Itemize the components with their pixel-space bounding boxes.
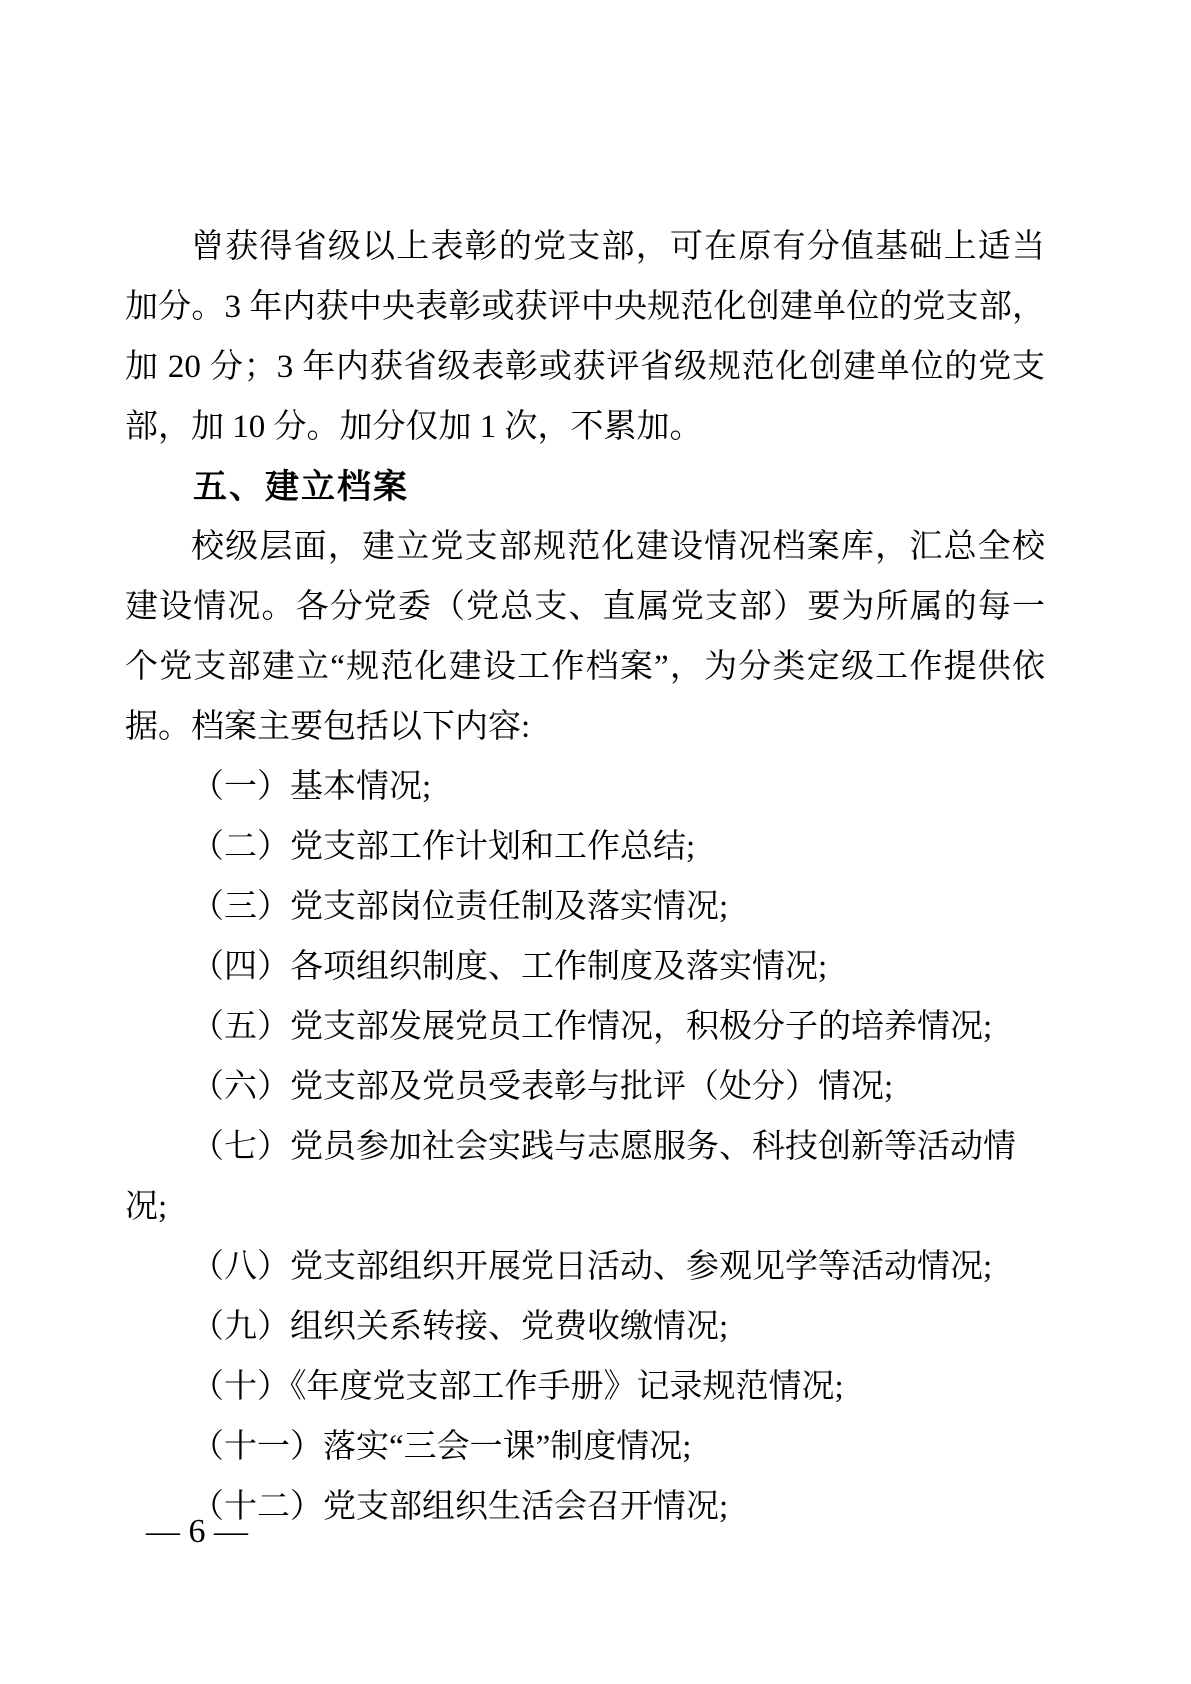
- archive-item-1: （一）基本情况;: [191, 769, 432, 805]
- archive-item-10: （十）《年度党支部工作手册》记录规范情况;: [191, 1369, 844, 1405]
- paragraph-bonus-points: 曾获得省级以上表彰的党支部，可在原有分值基础上适当加分。3 年内获中央表彰或获评中央规范化创建单位的党支部，加 20 分；3 年内获省级表彰或获评省级规范化创建单位的党支部，加 10 分。加分仅加 1 次，不累加。: [125, 229, 1045, 445]
- archive-item-6: （六）党支部及党员受表彰与批评（处分）情况;: [191, 1069, 894, 1105]
- document-body: [125, 217, 1045, 1537]
- page-number: — 6 —: [146, 1513, 248, 1550]
- archive-item-12: （十二）党支部组织生活会召开情况;: [191, 1489, 729, 1525]
- archive-item-3: （三）党支部岗位责任制及落实情况;: [191, 889, 729, 925]
- archive-item-11: （十一）落实“三会一课”制度情况;: [191, 1429, 692, 1465]
- archive-item-7: （七）党员参加社会实践与志愿服务、科技创新等活动情况;: [125, 1129, 1016, 1225]
- archive-item-9: （九）组织关系转接、党费收缴情况;: [191, 1309, 729, 1345]
- archive-item-4: （四）各项组织制度、工作制度及落实情况;: [191, 949, 828, 985]
- archive-item-8: （八）党支部组织开展党日活动、参观见学等活动情况;: [191, 1249, 993, 1285]
- section-heading-establish-archives: 五、建立档案: [193, 467, 409, 507]
- paragraph-archive-intro: 校级层面，建立党支部规范化建设情况档案库，汇总全校建设情况。各分党委（党总支、直属党支部）要为所属的每一个党支部建立“规范化建设工作档案”，为分类定级工作提供依据。档案主要包括以下内容:: [125, 529, 1045, 745]
- archive-item-5: （五）党支部发展党员工作情况，积极分子的培养情况;: [191, 1009, 993, 1045]
- archive-item-2: （二）党支部工作计划和工作总结;: [191, 829, 696, 865]
